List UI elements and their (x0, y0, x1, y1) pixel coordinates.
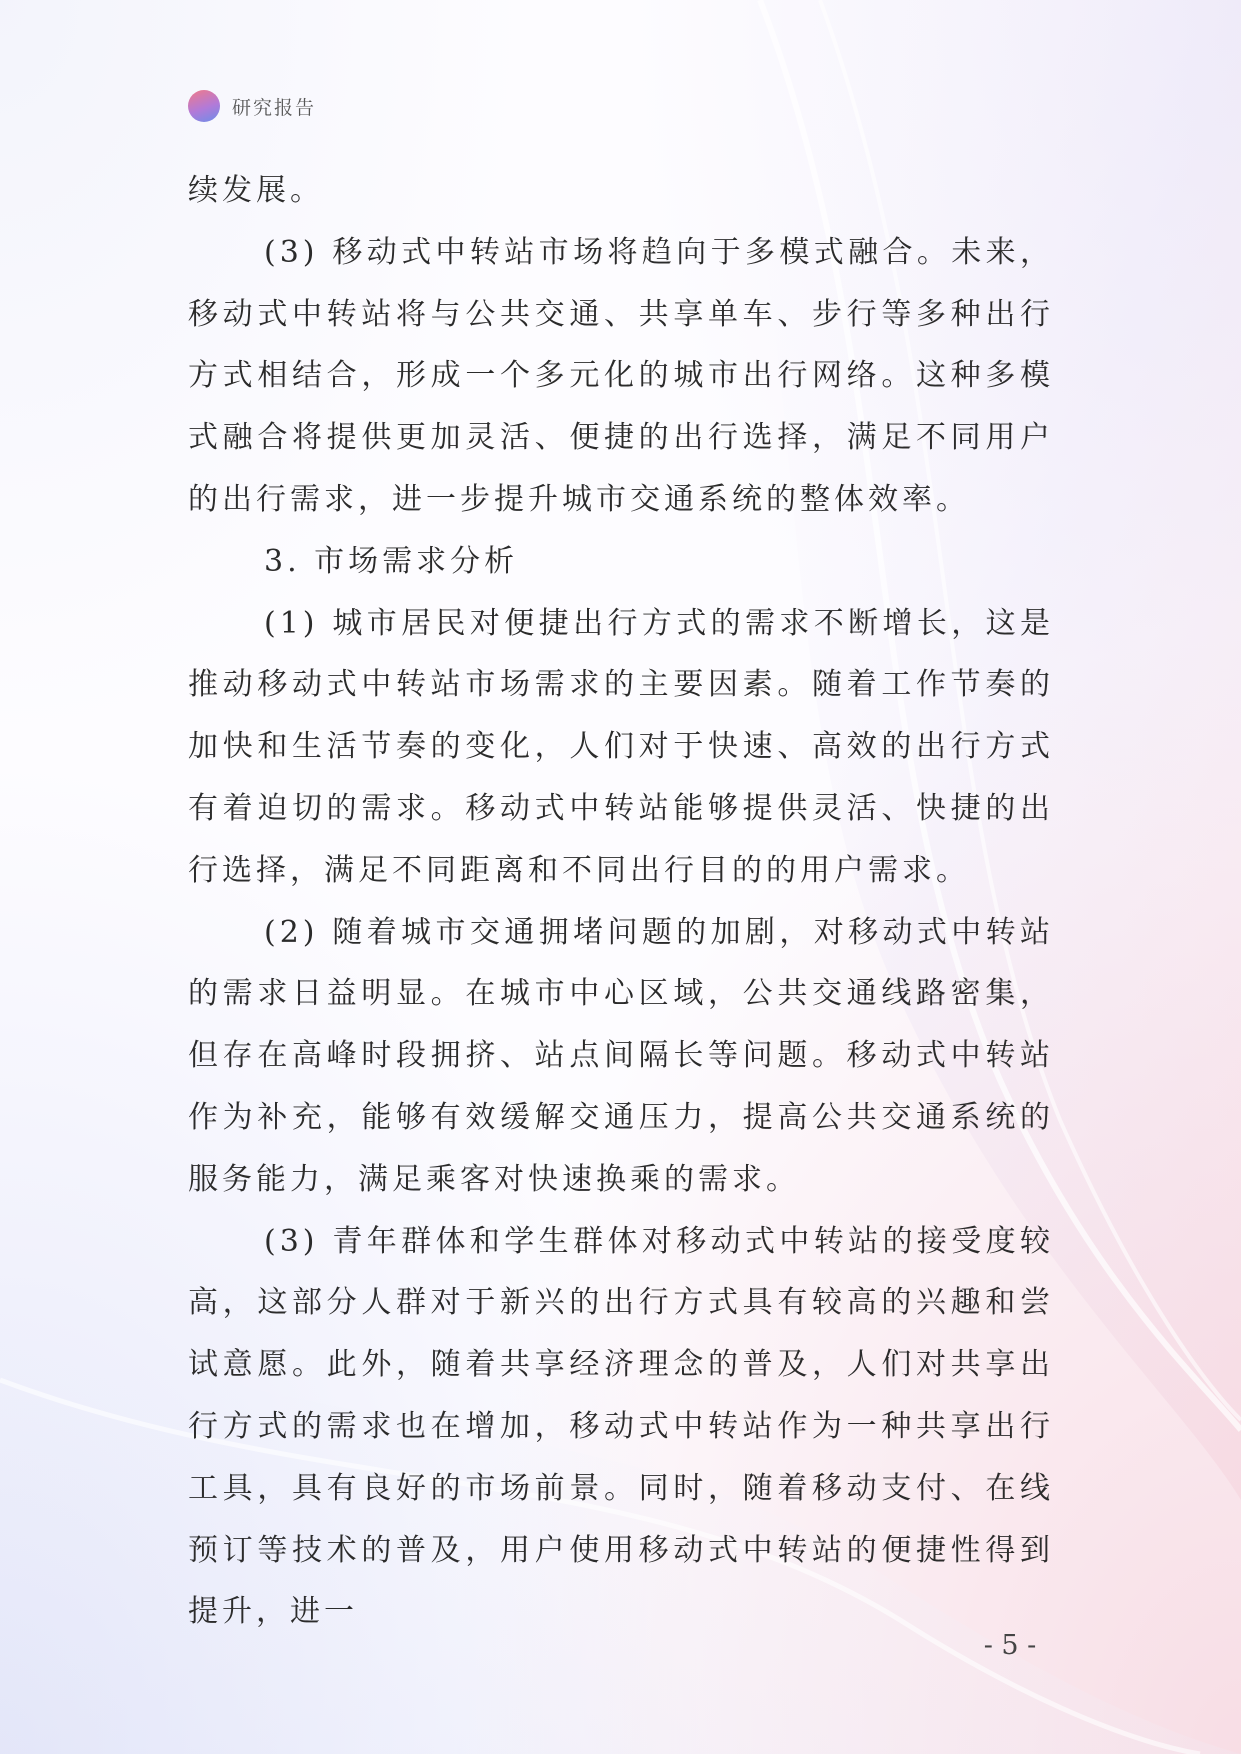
document-body (188, 160, 1054, 1643)
paragraph-demand-1: (1) 城市居民对便捷出行方式的需求不断增长，这是推动移动式中转站市场需求的主要因素。随着工作节奏的加快和生活节奏的变化，人们对于快速、高效的出行方式有着迫切的需求。移动式中转站能够提供灵活、快捷的出行选择，满足不同距离和不同出行目的的用户需求。 (188, 605, 1054, 888)
paragraph-continuation: 续发展。 (188, 173, 324, 208)
paragraph-demand-2: (2) 随着城市交通拥堵问题的加剧，对移动式中转站的需求日益明显。在城市中心区域，公共交通线路密集，但存在高峰时段拥挤、站点间隔长等问题。移动式中转站作为补充，能够有效缓解交通压力，提高公共交通系统的服务能力，满足乘客对快速换乘的需求。 (188, 914, 1054, 1197)
section-heading: 3. 市场需求分析 (264, 543, 519, 579)
paragraph-demand-3: (3) 青年群体和学生群体对移动式中转站的接受度较高，这部分人群对于新兴的出行方式具有较高的兴趣和尝试意愿。此外，随着共享经济理念的普及，人们对共享出行方式的需求也在增加，移动式中转站作为一种共享出行工具，具有良好的市场前景。同时，随着移动支付、在线预订等技术的普及，用户使用移动式中转站的便捷性得到提升，进一 (188, 1223, 1054, 1630)
page-header (188, 88, 316, 124)
page-number: - 5 - (983, 1630, 1037, 1661)
paragraph-trend-3: (3) 移动式中转站市场将趋向于多模式融合。未来，移动式中转站将与公共交通、共享单车、步行等多种出行方式相结合，形成一个多元化的城市出行网络。这种多模式融合将提供更加灵活、便捷的出行选择，满足不同用户的出行需求，进一步提升城市交通系统的整体效率。 (188, 234, 1054, 517)
logo-icon (188, 90, 220, 122)
header-title: 研究报告 (232, 96, 317, 119)
